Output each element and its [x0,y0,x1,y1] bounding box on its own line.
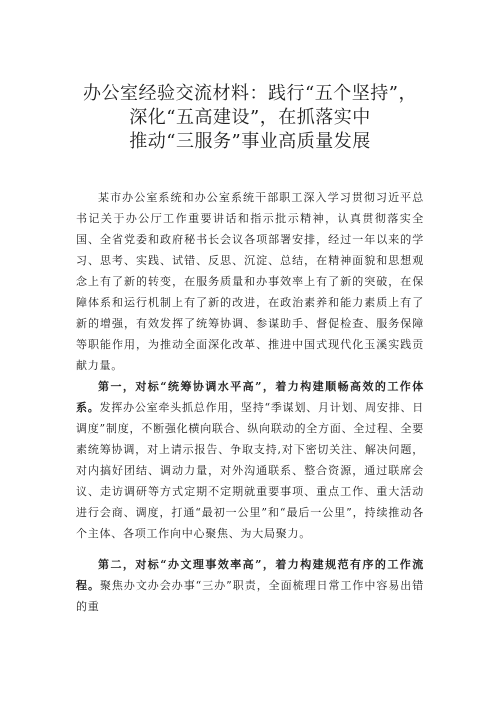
section-2-body: 聚焦办文办会办事“三办”职责，全面梳理日常工作中容易出错的重 [76,579,425,613]
section-1-body: 发挥办公室牵头抓总作用，坚持“季谋划、月计划、周安排、日调度”制度，不断强化横向联合、纵向联动的全方面、全过程、全要素统筹协调，对上请示报告、争取支持,对下密切关注、解决问题，对内搞好团结、调动力量，对外沟通联系、整合资源，通过联席会议、走访调研等方式定期不定期就重要事项、重点工作、重大活动进行会商、调度，打通“最初一公里”和“最后一公里”，持续推动各个主体、各项工作向中心聚焦、为大局聚力。 [76,401,424,540]
intro-paragraph: 某市办公室系统和办公室系统干部职工深入学习贯彻习近平总书记关于办公厅工作重要讲话和指示批示精神，认真贯彻落实全国、全省党委和政府秘书长会议各项部署安排，经过一年以来的学习、思考、实践、试错、反思、沉淀、总结，在精神面貌和思想观念上有了新的转变，在服务质量和办事效率上有了新的突破，在保障体系和运行机制上有了新的改进，在政治素养和能力素质上有了新的增强，有效发挥了统筹协调、参谋助手、督促检查、服务保障等职能作用，为推动全面深化改革、推进中国式现代化玉溪实践贡献力量。 [76,191,424,372]
section-2-heading: 第二，对标“办文理事效率高”，着力构建规范有序的工作流程。 [76,558,424,592]
section-1-paragraph [76,376,424,544]
section-2-paragraph [76,554,424,617]
title-line-3: 推动“三服务”事业高质量发展 [129,131,371,152]
title-line-2: 深化“五高建设”，在抓落实中 [129,107,371,128]
document-title [76,82,424,154]
title-line-1: 办公室经验交流材料：践行“五个坚持”， [83,83,417,104]
section-1-heading: 第一，对标“统筹协调水平高”，着力构建顺畅高效的工作体系。 [76,380,424,414]
